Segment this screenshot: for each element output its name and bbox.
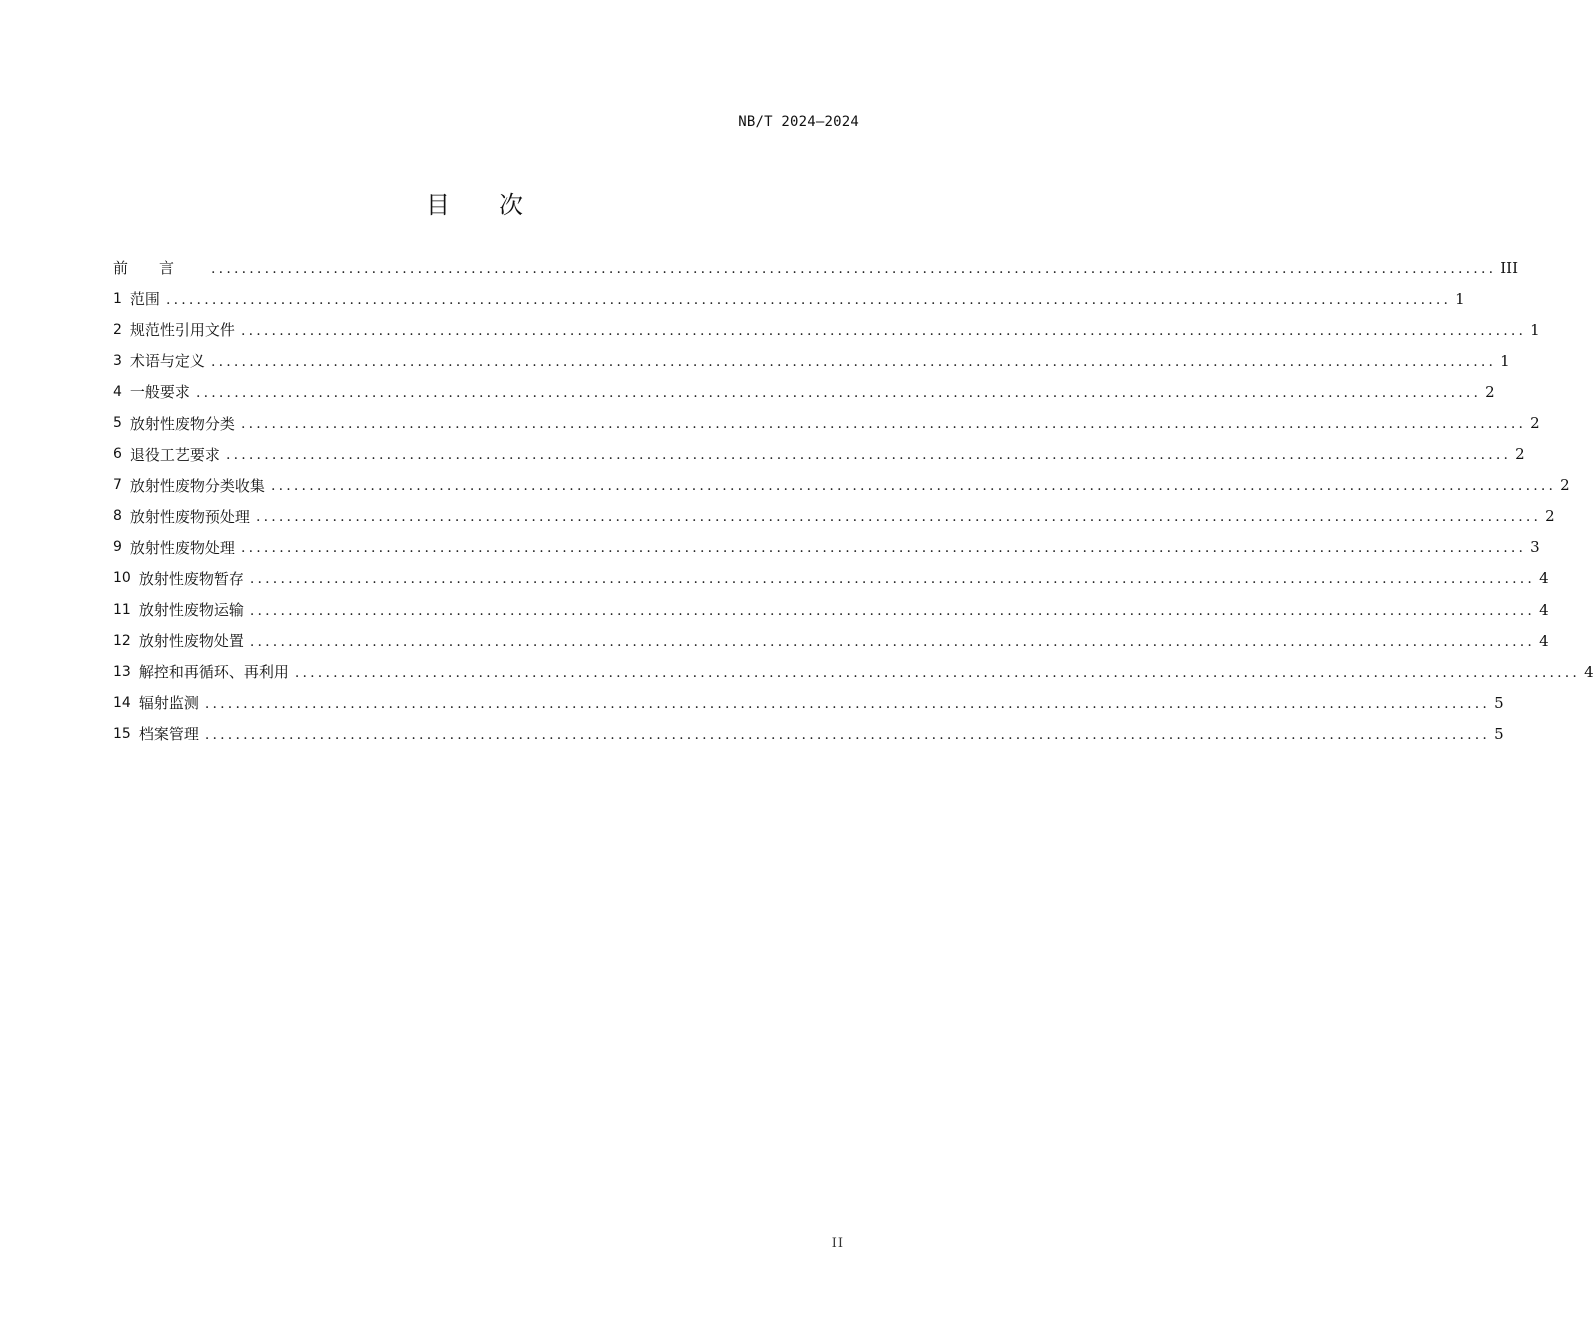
toc-title-char-2: 次 xyxy=(499,191,524,219)
toc-entry-number: 7 xyxy=(113,477,122,494)
toc-entry-number: 9 xyxy=(113,539,122,556)
toc-entry-12[interactable] xyxy=(113,625,1549,656)
toc-leader-dots: ........................................................................................................................................................................ xyxy=(240,322,1527,339)
toc-title xyxy=(0,185,950,220)
toc-entry-number: 6 xyxy=(113,446,122,463)
toc-entry-page: 1 xyxy=(1500,351,1510,370)
toc-entry-13[interactable] xyxy=(113,656,1594,687)
toc-leader-dots: ........................................................................................................................................................................ xyxy=(270,478,1557,495)
toc-entry-label: 退役工艺要求 xyxy=(129,445,220,464)
toc-entry-page: 2 xyxy=(1530,414,1540,433)
toc-leader-dots: ........................................................................................................................................................................ xyxy=(204,695,1491,712)
toc-entry-page: 1 xyxy=(1455,289,1465,308)
toc-leader-dots: ........................................................................................................................................................................ xyxy=(240,540,1527,557)
toc-entry-page: 2 xyxy=(1515,445,1525,464)
toc-entry-number: 10 xyxy=(113,570,131,587)
toc-leader-dots: ........................................................................................................................................................................ xyxy=(195,384,1482,401)
toc-entry-8[interactable] xyxy=(113,501,1555,532)
toc-entry-9[interactable] xyxy=(113,532,1540,563)
toc-entry-label: 放射性废物分类 xyxy=(129,414,235,433)
toc-leader-dots: ........................................................................................................................................................................ xyxy=(255,509,1542,526)
toc-entry-number: 2 xyxy=(113,321,122,338)
toc-entry-page: III xyxy=(1500,258,1519,277)
toc-entry-page: 2 xyxy=(1560,476,1570,495)
toc-entry-label: 放射性废物预处理 xyxy=(129,507,250,526)
toc-entry-number: 13 xyxy=(113,663,131,680)
toc-leader-dots: ........................................................................................................................................................................ xyxy=(249,633,1536,650)
toc-leader-dots: ........................................................................................................................................................................ xyxy=(225,447,1512,464)
toc-leader-dots: ........................................................................................................................................................................ xyxy=(204,726,1491,743)
toc-leader-dots: ........................................................................................................................................................................ xyxy=(211,260,1497,277)
toc-entry-number: 1 xyxy=(113,290,122,307)
toc-entry-page: 2 xyxy=(1485,382,1495,401)
toc-entry-label: 范围 xyxy=(129,290,160,309)
toc-entry-label: 档案管理 xyxy=(138,725,199,744)
toc-leader-dots: ........................................................................................................................................................................ xyxy=(210,353,1497,370)
toc-leader-dots: ........................................................................................................................................................................ xyxy=(240,416,1527,433)
toc-entry-page: 1 xyxy=(1530,320,1540,339)
toc-entry-label: 放射性废物处置 xyxy=(138,632,244,651)
toc-entry-label: 放射性废物分类收集 xyxy=(129,476,265,495)
toc-entry-number: 5 xyxy=(113,415,122,432)
toc-entry-10[interactable] xyxy=(113,563,1549,594)
toc-entry-11[interactable] xyxy=(113,594,1549,625)
toc-entry-3[interactable] xyxy=(113,345,1510,376)
toc-leader-dots: ........................................................................................................................................................................ xyxy=(165,291,1452,308)
toc-entry-number: 8 xyxy=(113,508,122,525)
toc-entry-14[interactable] xyxy=(113,687,1504,718)
toc-entry-15[interactable] xyxy=(113,718,1504,749)
toc-entry-page: 4 xyxy=(1539,631,1549,650)
toc-entry-number: 3 xyxy=(113,352,122,369)
toc-entry-page: 4 xyxy=(1539,600,1549,619)
toc-leader-dots: ........................................................................................................................................................................ xyxy=(249,571,1536,588)
table-of-contents xyxy=(113,252,1594,750)
toc-entry-label: 规范性引用文件 xyxy=(129,321,235,340)
document-code: NB/T 2024—2024 xyxy=(738,114,859,130)
toc-leader-dots: ........................................................................................................................................................................ xyxy=(249,602,1536,619)
toc-entry-number: 14 xyxy=(113,694,131,711)
toc-entry-number: 4 xyxy=(113,383,122,400)
toc-entry-page: 4 xyxy=(1539,569,1549,588)
toc-entry-page: 2 xyxy=(1545,507,1555,526)
toc-entry-foreword[interactable] xyxy=(113,252,1519,283)
toc-entry-page: 3 xyxy=(1530,538,1540,557)
toc-entry-label: 一般要求 xyxy=(129,383,190,402)
toc-leader-dots: ........................................................................................................................................................................ xyxy=(294,664,1581,681)
toc-entry-label: 术语与定义 xyxy=(129,352,205,371)
toc-entry-number: 11 xyxy=(113,601,131,618)
footer-page-number: II xyxy=(831,1236,844,1251)
toc-entry-page: 5 xyxy=(1494,693,1504,712)
toc-entry-7[interactable] xyxy=(113,470,1570,501)
toc-entry-label: 放射性废物处理 xyxy=(129,538,235,557)
toc-entry-4[interactable] xyxy=(113,376,1495,407)
toc-entry-page: 5 xyxy=(1494,724,1504,743)
toc-entry-5[interactable] xyxy=(113,407,1540,438)
toc-entry-6[interactable] xyxy=(113,439,1525,470)
toc-entry-label: 辐射监测 xyxy=(138,694,199,713)
toc-entry-number: 12 xyxy=(113,632,131,649)
toc-entry-label: 前言 xyxy=(113,259,206,278)
toc-title-char-1: 目 xyxy=(426,191,451,219)
toc-entry-1[interactable] xyxy=(113,283,1465,314)
toc-entry-label: 放射性废物运输 xyxy=(138,601,244,620)
toc-entry-number: 15 xyxy=(113,725,131,742)
toc-entry-2[interactable] xyxy=(113,314,1540,345)
toc-entry-label: 放射性废物暂存 xyxy=(138,569,244,588)
toc-entry-page: 4 xyxy=(1584,662,1594,681)
toc-entry-label: 解控和再循环、再利用 xyxy=(138,663,289,682)
